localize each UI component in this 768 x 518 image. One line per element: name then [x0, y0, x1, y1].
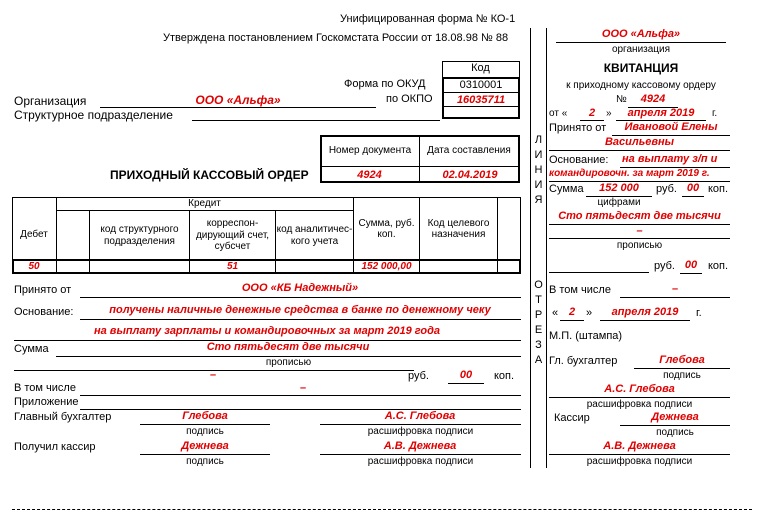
receipt-chief-sign-line: [634, 368, 730, 369]
chief-name-line: [320, 424, 521, 425]
receipt-basis-label: Основание:: [549, 154, 609, 166]
kod-label: Код: [471, 62, 490, 74]
receipt-num-sign: №: [616, 94, 627, 105]
chief-sign: Глебова: [182, 410, 228, 422]
chief-label: Главный бухгалтер: [14, 411, 112, 423]
receipt-cashier-podpis: подпись: [656, 427, 694, 438]
col-corr-account: корреспон- дирующий счет, субсчет: [195, 218, 270, 253]
receipt-received-line2: Васильевны: [604, 136, 675, 148]
receipt-sum-value: 152 000: [599, 182, 639, 194]
liniya-l3: Н: [531, 165, 546, 176]
receipt-basis-line1: на выплату з/п и: [622, 153, 718, 165]
doc-date-value: 02.04.2019: [442, 169, 498, 181]
okpo-value: 16035711: [456, 94, 506, 106]
col-sum: Сумма, руб. коп.: [358, 217, 415, 240]
receipt-cashier-sign: Дежнева: [651, 411, 699, 423]
doc-title: ПРИХОДНЫЙ КАССОВЫЙ ОРДЕР: [110, 168, 309, 182]
receipt-num-value: 4924: [640, 93, 666, 105]
receipt-kop2-line: [680, 273, 702, 274]
receipt-cashier-sign-line: [620, 425, 730, 426]
basis-line1: получены наличные денежные средства в банке по денежному чеку: [109, 304, 491, 316]
incl-label: В том числе: [14, 382, 76, 394]
receipt-mp: М.П. (штампа): [549, 330, 623, 342]
receipt-chief-sign: Глебова: [659, 354, 705, 366]
receipt-incl-line: [620, 297, 730, 298]
receipt-org-label: организация: [611, 44, 671, 55]
receipt-date2-open: «: [552, 307, 559, 319]
sum-words: Сто пятьдесят две тысячи: [206, 341, 370, 353]
receipt-kop2-value: 00: [684, 259, 698, 271]
receipt-cashier-label: Кассир: [554, 412, 590, 424]
cut-line-right: [546, 28, 547, 468]
otreza-l4: Е: [531, 325, 546, 336]
chief-sign-line: [140, 424, 270, 425]
kod-header-cell: [442, 61, 520, 78]
receipt-cashier-name: А.В. Дежнева: [603, 440, 676, 452]
receipt-cashier-name-line: [549, 454, 730, 455]
okud-label: Форма по ОКУД: [344, 78, 426, 90]
kop-value: 00: [459, 369, 473, 381]
receipt-day2-line: [560, 320, 584, 321]
liniya-l4: И: [531, 180, 546, 191]
receipt-org-value: ООО «Альфа»: [601, 28, 681, 40]
received-value: ООО «КБ Надежный»: [241, 282, 359, 294]
receipt-month2: апреля 2019: [611, 306, 679, 318]
row-debit-value: 50: [28, 261, 40, 272]
receipt-rub2-label: руб.: [654, 260, 675, 272]
col-dept-code: код структурного подразделения: [100, 224, 179, 247]
sum-propis: прописью: [265, 357, 312, 368]
receipt-date2-close: »: [586, 307, 593, 319]
approved-note: Утверждена постановлением Госкомстата России от 18.08.98 № 88: [163, 32, 509, 44]
receipt-month: апреля 2019: [627, 107, 695, 119]
cashier-podpis: подпись: [186, 456, 224, 467]
receipt-sum-words-line2: [549, 238, 730, 239]
okpo-label: по ОКПО: [386, 93, 433, 105]
receipt-year-suffix: г.: [712, 108, 718, 119]
receipt-day-line: [580, 120, 604, 121]
basis-underline1: [80, 319, 521, 320]
doc-date-header: Дата составления: [427, 145, 511, 157]
receipt-chief-name-line: [549, 397, 730, 398]
chief-rasshifr: расшифровка подписи: [367, 426, 474, 437]
receipt-ciframi: цифрами: [597, 197, 641, 208]
doc-num-date-hdivider: [320, 166, 520, 167]
dept-line: [192, 120, 440, 121]
org-label: Организация: [14, 94, 87, 108]
codes-divider: [442, 92, 520, 93]
receipt-kop-line: [682, 196, 704, 197]
otreza-l6: А: [531, 355, 546, 366]
receipt-to-order: к приходному кассовому ордеру: [566, 80, 716, 91]
cashier-label: Получил кассир: [14, 441, 96, 453]
receipt-year2-suffix: г.: [696, 307, 702, 319]
attach-label: Приложение: [14, 396, 79, 408]
receipt-title: КВИТАНЦИЯ: [603, 61, 679, 75]
col-purpose-code: Код целевого назначения: [427, 217, 490, 240]
liniya-l2: И: [531, 150, 546, 161]
otreza-l5: З: [531, 340, 546, 351]
received-line: [80, 297, 521, 298]
receipt-basis-underline2: [549, 181, 730, 182]
receipt-rub-label: руб.: [656, 183, 677, 195]
incl-line: [80, 395, 521, 396]
incl-dash-1: –: [210, 369, 217, 381]
receipt-from-label: от «: [549, 108, 568, 119]
cut-line-left: [530, 28, 531, 468]
receipt-month2-line: [600, 320, 690, 321]
basis-label: Основание:: [14, 306, 74, 318]
doc-num-value: 4924: [357, 169, 382, 181]
codes-divider-2: [442, 106, 520, 107]
cashier-name: А.В. Дежнева: [383, 440, 457, 452]
rub-label: руб.: [408, 370, 429, 382]
receipt-kop-label: коп.: [708, 183, 729, 195]
receipt-received-line1: Ивановой Елены: [624, 121, 718, 133]
receipt-sum-words: Сто пятьдесят две тысячи: [558, 210, 721, 222]
receipt-kop2-label: коп.: [708, 260, 729, 272]
otreza-l1: О: [531, 280, 546, 291]
org-value: ООО «Альфа»: [195, 93, 281, 107]
receipt-received-underline2: [549, 150, 730, 151]
form-name: Унифицированная форма № КО-1: [340, 13, 516, 25]
cashier-sign: Дежнева: [181, 440, 229, 452]
receipt-day2: 2: [568, 306, 576, 318]
receipt-incl-label: В том числе: [549, 284, 611, 296]
basis-line2: на выплату зарплаты и командировочных за март 2019 года: [93, 325, 441, 337]
liniya-l5: Я: [531, 195, 546, 206]
kop-label: коп.: [494, 370, 515, 382]
receipt-chief-podpis: подпись: [663, 370, 701, 381]
otreza-l2: Т: [531, 295, 546, 306]
col-debit: Дебет: [20, 229, 48, 241]
cashier-name-line: [320, 454, 521, 455]
receipt-cashier-rasshifr: расшифровка подписи: [586, 456, 693, 467]
otreza-l3: Р: [531, 310, 546, 321]
receipt-sum-dash: –: [636, 225, 643, 237]
doc-num-header: Номер документа: [328, 145, 412, 157]
dept-label: Структурное подразделение: [14, 108, 173, 122]
incl-dash-2: –: [300, 382, 307, 394]
receipt-chief-name: А.С. Глебова: [604, 383, 675, 395]
receipt-propis: прописью: [616, 240, 663, 251]
sum-label: Сумма: [14, 343, 49, 355]
kop-line: [448, 383, 484, 384]
credit-label: Кредит: [188, 198, 221, 209]
col-analytic-code: код аналитичес- кого учета: [276, 224, 353, 247]
receipt-chief-label: Гл. бухгалтер: [549, 355, 618, 367]
row-sum-value: 152 000,00: [361, 261, 412, 272]
bottom-cut-line: [12, 509, 752, 510]
received-label: Принято от: [14, 284, 72, 296]
receipt-close-q: »: [606, 108, 612, 119]
receipt-org-line: [556, 42, 726, 43]
receipt-kop-value: 00: [686, 182, 700, 194]
chief-podpis: подпись: [186, 426, 224, 437]
cashier-rasshifr: расшифровка подписи: [367, 456, 474, 467]
row-corr-value: 51: [226, 261, 239, 272]
receipt-incl-dash: –: [671, 283, 679, 295]
okud-value: 0310001: [459, 79, 503, 91]
receipt-chief-rasshifr: расшифровка подписи: [586, 399, 693, 410]
receipt-basis-line2: командировочн. за март 2019 г.: [549, 168, 710, 179]
cashier-sign-line: [140, 454, 270, 455]
receipt-sum-label: Сумма: [549, 183, 584, 195]
liniya-l1: Л: [531, 135, 546, 146]
receipt-rub2-line: [549, 272, 649, 273]
receipt-day: 2: [588, 107, 596, 119]
chief-name: А.С. Глебова: [384, 410, 456, 422]
receipt-received-label: Принято от: [549, 122, 607, 134]
